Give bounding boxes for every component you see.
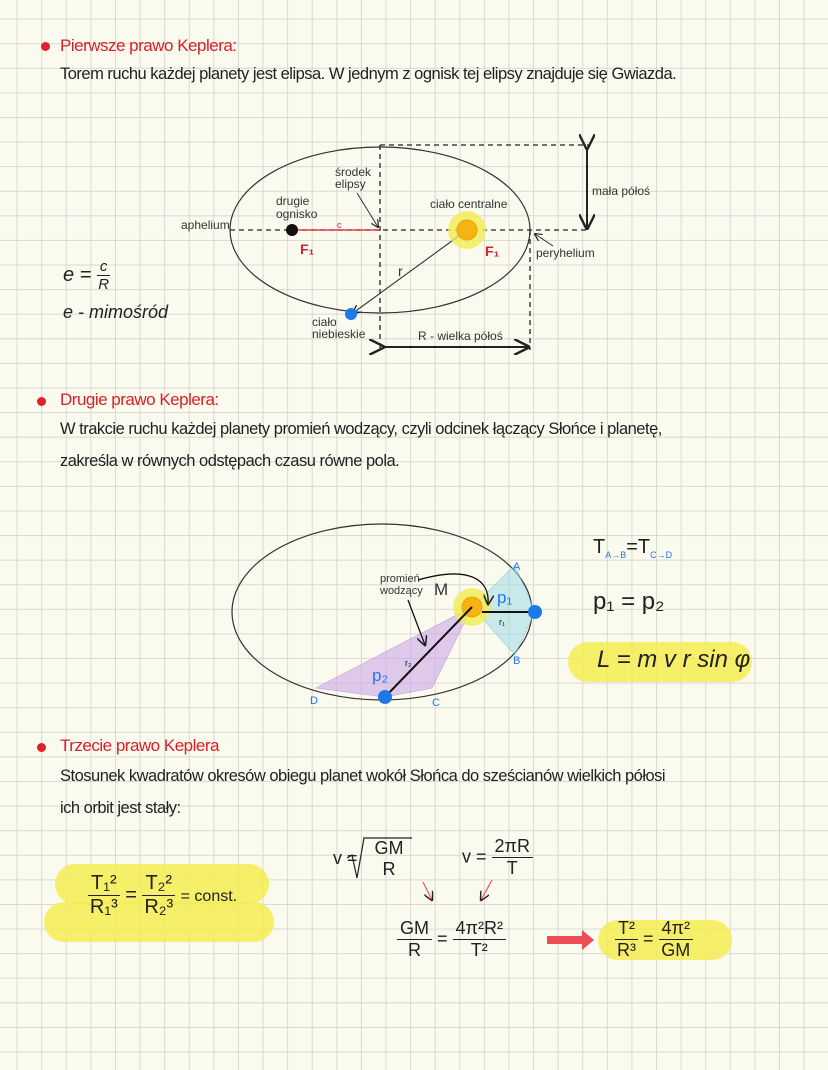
svg-text:D: D [310, 695, 318, 707]
svg-text:promień: promień [380, 573, 420, 585]
svg-text:C: C [432, 697, 440, 709]
svg-text:B: B [513, 655, 521, 667]
orbital-velocity-formula: v = GM R [333, 838, 404, 879]
equal-area-equation: p₁ = p₂ [593, 588, 665, 615]
svg-text:A: A [513, 561, 521, 573]
svg-text:drugie: drugie [276, 194, 310, 208]
svg-text:ognisko: ognisko [276, 207, 318, 221]
eccentricity-formula: e = $\frac{c}{R}$ [63, 258, 110, 293]
svg-text:ciało: ciało [312, 315, 337, 329]
section2-line2: zakreśla w równych odstępach czasu równe pola. [60, 452, 400, 470]
area-p2 [316, 607, 472, 697]
circular-velocity-formula: v = $\frac{2\pi R}{T}$ [462, 836, 533, 879]
bullet-icon [37, 397, 46, 406]
sun-icon [457, 220, 477, 240]
section1-title: Pierwsze prawo Keplera: [60, 36, 237, 55]
svg-text:niebieskie: niebieskie [312, 327, 366, 341]
r-line [353, 230, 467, 313]
third-law-equation: $\frac{\text{T₁²}}{\text{R₁³}}$ = $\frac{\text{T₂²}}{\text{R₂³}}$ = const. [89, 872, 238, 918]
section2-line1: W trakcie ruchu każdej planety promień wodzący, czyli odcinek łączący Słońce i planetę, [60, 420, 662, 438]
svg-text:c: c [337, 220, 342, 230]
svg-text:r: r [398, 263, 403, 279]
section3-title: Trzecie prawo Keplera [60, 736, 219, 755]
svg-text:F₁: F₁ [300, 241, 315, 257]
svg-text:p₁: p₁ [497, 588, 513, 607]
combined-equation: $\frac{GM}{R}$ = $\frac{\text{4π²R²}}{\text{T²}}$ [397, 918, 506, 961]
svg-text:ciało centralne: ciało centralne [430, 197, 508, 211]
planet-dot-ab [528, 605, 542, 619]
result-equation: $\frac{\text{T²}}{\text{R³}}$ = $\frac{\text{4π²}}{GM}$ [615, 918, 693, 961]
svg-text:r₂: r₂ [405, 658, 412, 668]
svg-text:mała półoś: mała półoś [592, 184, 651, 198]
section1-text: Torem ruchu każdej planety jest elipsa. W jednym z ognisk tej elipsy znajduje się Gwiazda. [60, 65, 677, 83]
svg-text:środek: środek [335, 165, 372, 179]
svg-text:elipsy: elipsy [335, 177, 366, 191]
planet-dot-cd [378, 690, 392, 704]
eccentricity-definition: e - mimośród [63, 302, 169, 322]
svg-text:peryhelium: peryhelium [536, 246, 595, 260]
svg-text:wodzący: wodzący [380, 585, 423, 597]
svg-text:p₂: p₂ [372, 666, 389, 685]
implies-arrow-icon [547, 930, 594, 950]
svg-text:F₁: F₁ [485, 243, 500, 259]
svg-text:aphelium: aphelium [181, 218, 230, 232]
second-focus-dot [286, 224, 298, 236]
section2-title: Drugie prawo Keplera: [60, 390, 219, 409]
planet-dot [345, 308, 357, 320]
svg-text:r₁: r₁ [499, 617, 506, 627]
svg-text:M: M [434, 580, 449, 599]
bullet-icon [37, 743, 46, 752]
svg-text:R - wielka półoś: R - wielka półoś [418, 329, 503, 343]
equal-time-equation: $T_{A\to B}=T_{C\to D}$ [593, 536, 673, 560]
section3-line2: ich orbit jest stały: [60, 799, 181, 817]
section3-line1: Stosunek kwadratów okresów obiegu planet wokół Słońca do sześcianów wielkich półosi [60, 767, 666, 785]
angular-momentum-equation: L = m v r sin φ [597, 646, 751, 673]
